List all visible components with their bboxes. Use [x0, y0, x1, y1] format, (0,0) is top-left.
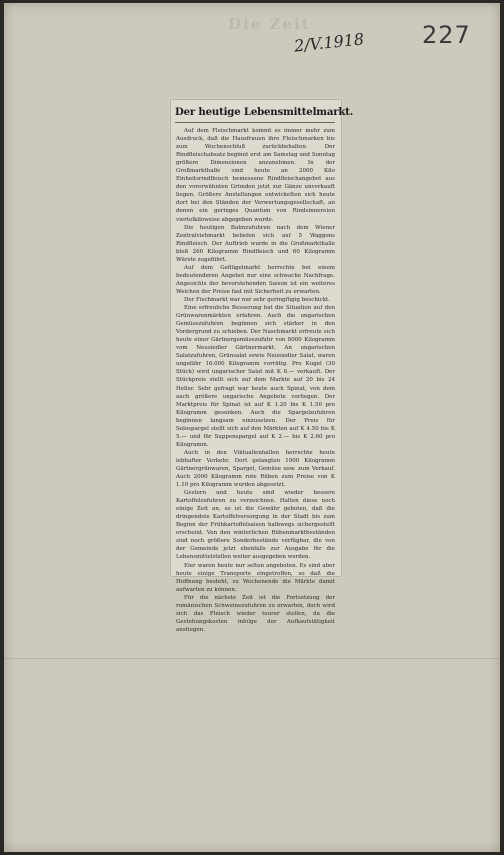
paragraph-victual-halls: Auch in den Viktualienhallen herrschte heute lebhafter Verkehr. Dort gelangten 1900 Kilogramm Gärtnergrünwaren, Spargel, Gemüse usw. zum Verkauf. Auch 2000 Kilogramm rote Rüben zum Preise von K 1.10 pro Kilogramm wurden abgesetzt. — [176, 449, 335, 489]
paragraph-eggs: Eier waren heute nur selten angeboten. Es sind aber heute einige Transporte eingetroffen, so daß die Hoffnung besteht, zu Wochenende die Märkte damit aufwarten zu können. — [176, 562, 335, 593]
paragraph-pork-imports: Für die nächste Zeit ist die Fortsetzung der rumänischen Schweinezufuhren zu erwarten, doch wird sich das Fleisch wieder teurer stellen, da die Gestehungskosten infolge der Aufkaufstätigkeit anstiegen. — [176, 594, 335, 633]
handwritten-date: 2/V.1918 — [293, 29, 365, 56]
paper-fold-line — [4, 658, 500, 660]
newspaper-clipping — [170, 99, 354, 633]
clipping-title: Der heutige Lebensmittelmarkt. — [175, 106, 354, 118]
title-rule — [175, 122, 335, 123]
paragraph-meat-market: Auf dem Fleischmarkt kommt es immer mehr zum Ausdruck, daß die Hausfrauen ihre Fleischmarken bis zum Wochenschluß zurückbehalten. Der Rindfleischabsatz beginnt erst am Samstag und Sonntag größere Dimensionen anzunehmen. In der Großmarkthalle sind heute an 2000 Kilo Einheitsrindfleisch bemessene Rindfleischangebot aus den vorerwähnten Gründen jetzt zur Gänze unverkauft liegen. Größere Anstellungen entwickelten sich heute dort bei den Ständen der Verwertungsgesellschaft, an denen ein geringes Quantum von Rindsinnereien viertelkiloweise abgegeben wurde. — [176, 128, 335, 223]
paragraph-rail-supply: Die heutigen Bahnzufuhren nach dem Wiener Zentralviehmarkt beliefen sich auf 5 Waggons Rindfleisch. Der Auftrieb wurde in die Großmarkthalle bloß 260 Kilogramm Rindfleisch und 60 Kilogramm Würste zugeführt. — [176, 224, 335, 263]
clipping-body — [176, 127, 335, 633]
newspaper-name-stamp: Die Zeit — [228, 15, 311, 33]
paragraph-potatoes: Gestern und heute sind wieder bessere Kartoffelzufuhren zu verzeichnen. Halten diese noch einige Zeit an, so ist die Gewähr geboten, daß die dringendste Kartoffelversorgung in der Stadt bis zum Beginn der Frühkartoffelsaison halbwegs sichergestellt erscheint. Von den winterlichen Rübenmarktbeständen sind noch größere Sonderbestände verfügbar, die von der Gemeinde jetzt ebenfalls zur Ausgabe für die Lebensmittelstellen weiter ausgegeben werden. — [176, 490, 335, 561]
paragraph-fish-market: Der Fischmarkt war nur sehr geringfügig beschickt. — [184, 296, 331, 303]
paragraph-vegetable-markets: Eine erfreuliche Besserung hat die Situation auf den Grünwarenmärkten erfahren. Auch die ungarischen Gemüsezufuhren beginnen sich stärker in den Vordergrund zu schieben. Der Naschmarkt erfreute sich heute einer Gärtnergemüsezufuhr von 8000 Kilogramm vom Neusiedler Gärtnermarkt. An ungarischen Salatzufuhren, Grünsalat sowie Neusiedler Salat, waren ungefähr 16.000 Kilogramm vorrätig. Pro Kugel (30 Stück) wird ungarischer Salat mit K 6.— verkauft. Der Stückpreis stellt sich auf dem Markte auf 20 bis 24 Heller. Sehr gefragt war heute auch Spinat, von dem auch größere ungarische Angebote vorliegen. Der Marktpreis für Spinat ist auf K 1.20 bis K 1.50 pro Kilogramm gesunken. Auch die Spargelzufuhren beginnen langsam einzusetzen. Der Preis für Solospargel stellt sich auf den Märkten auf K 4.50 bis K 5.— und für Suppenspargel auf K 2.— bis K 2.60 pro Kilogramm. — [176, 305, 335, 448]
folio-number: 227 — [422, 21, 471, 49]
paragraph-poultry-market: Auf dem Geflügelmarkt herrschte bei einem bedeutenderen Angebot nur eine schwache Nachfrage. Angesichts der bevorstehenden Saison ist ein weiteres Weichen der Preise fast mit Sicherheit zu erwarten. — [176, 264, 335, 295]
archive-sheet — [4, 3, 500, 852]
